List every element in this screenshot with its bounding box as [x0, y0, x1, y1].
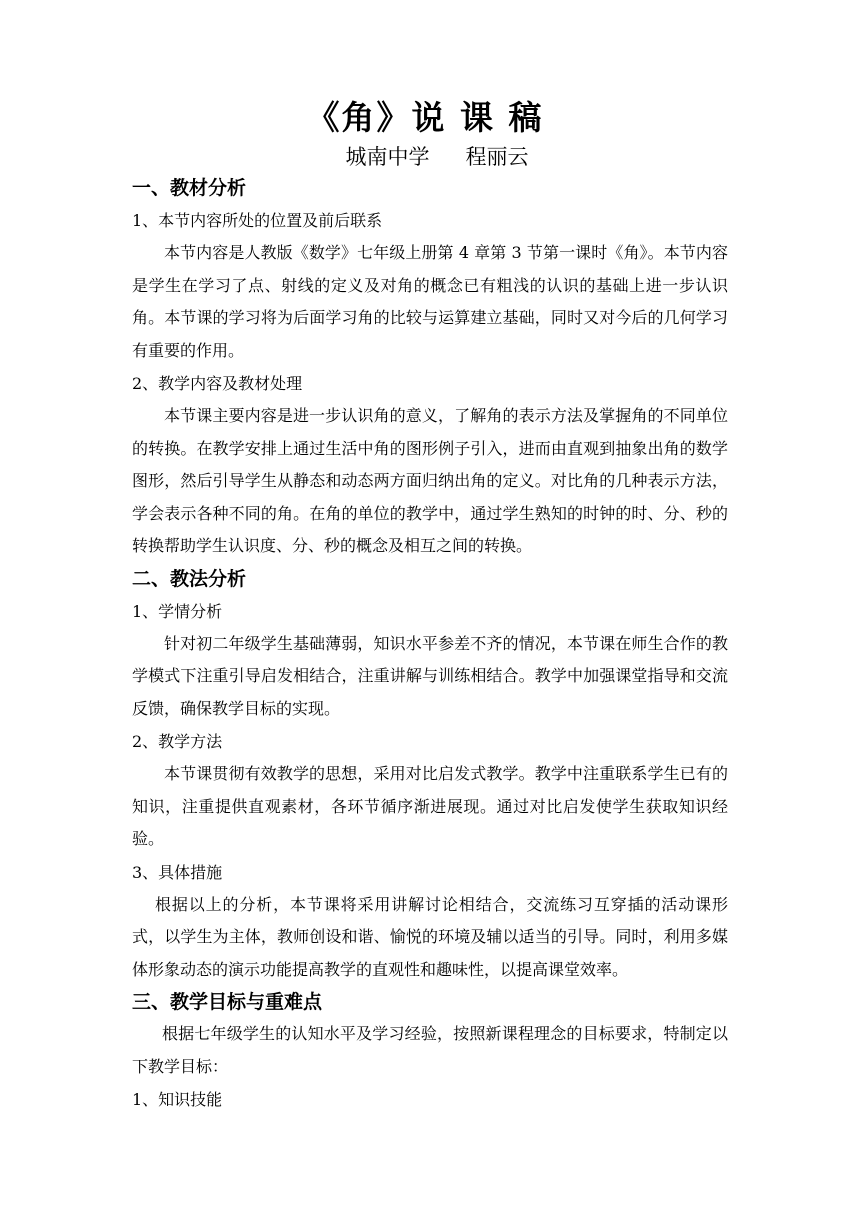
section-heading: 二、教法分析	[132, 567, 247, 590]
subsection-label: 3、具体措施	[132, 862, 223, 882]
subsection-label: 1、学情分析	[132, 601, 223, 621]
paragraph: 根据七年级学生的认知水平及学习经验，按照新课程理念的目标要求，特制定以下教学目标：	[132, 1024, 728, 1076]
subsection-label: 2、教学内容及教材处理	[132, 374, 303, 393]
paragraph: 根据以上的分析，本节课将采用讲解讨论相结合，交流练习互穿插的活动课形式，以学生为主体，教师创设和谐、愉悦的环境及辅以适当的引导。同时，利用多媒体形象动态的演示功能提高教学的直观性和趣味性，以提高课堂效率。	[132, 894, 728, 979]
document-title: 《角》说 课 稿	[306, 98, 544, 137]
document-page	[132, 96, 728, 1116]
subsection-label: 2、教学方法	[132, 732, 223, 751]
subsection-label: 1、知识技能	[132, 1090, 223, 1109]
subsection-label: 1、本节内容所处的位置及前后联系	[132, 211, 383, 230]
author-name: 程丽云	[465, 145, 529, 169]
paragraph: 针对初二年级学生基础薄弱，知识水平参差不齐的情况，本节课在师生合作的教学模式下注重引导启发相结合，注重讲解与训练相结合。教学中加强课堂指导和交流反馈，确保教学目标的实现。	[132, 633, 728, 718]
paragraph: 本节课贯彻有效教学的思想，采用对比启发式教学。教学中注重联系学生已有的知识，注重提供直观素材，各环节循序渐进展现。通过对比启发使学生获取知识经验。	[132, 764, 728, 848]
section-heading: 三、教学目标与重难点	[132, 991, 323, 1013]
author-line	[132, 142, 728, 172]
paragraph: 本节课主要内容是进一步认识角的意义，了解角的表示方法及掌握角的不同单位的转换。在教学安排上通过生活中角的图形例子引入，进而由直观到抽象出角的数学图形，然后引导学生从静态和动态两方面归纳出角的定义。对比角的几种表示方法，学会表示各种不同的角。在角的单位的教学中，通过学生熟知的时钟的时、分、秒的转换帮助学生认识度、分、秒的概念及相互之间的转换。	[132, 406, 728, 555]
paragraph: 本节内容是人教版《数学》七年级上册第 4 章第 3 节第一课时《角》。本节内容是学生在学习了点、射线的定义及对角的概念已有粗浅的认识的基础上进一步认识角。本节课的学习将为后面学习角的比较与运算建立基础，同时又对今后的几何学习有重要的作用。	[132, 243, 728, 360]
section-heading: 一、教材分析	[132, 177, 247, 199]
author-school: 城南中学	[345, 145, 430, 169]
